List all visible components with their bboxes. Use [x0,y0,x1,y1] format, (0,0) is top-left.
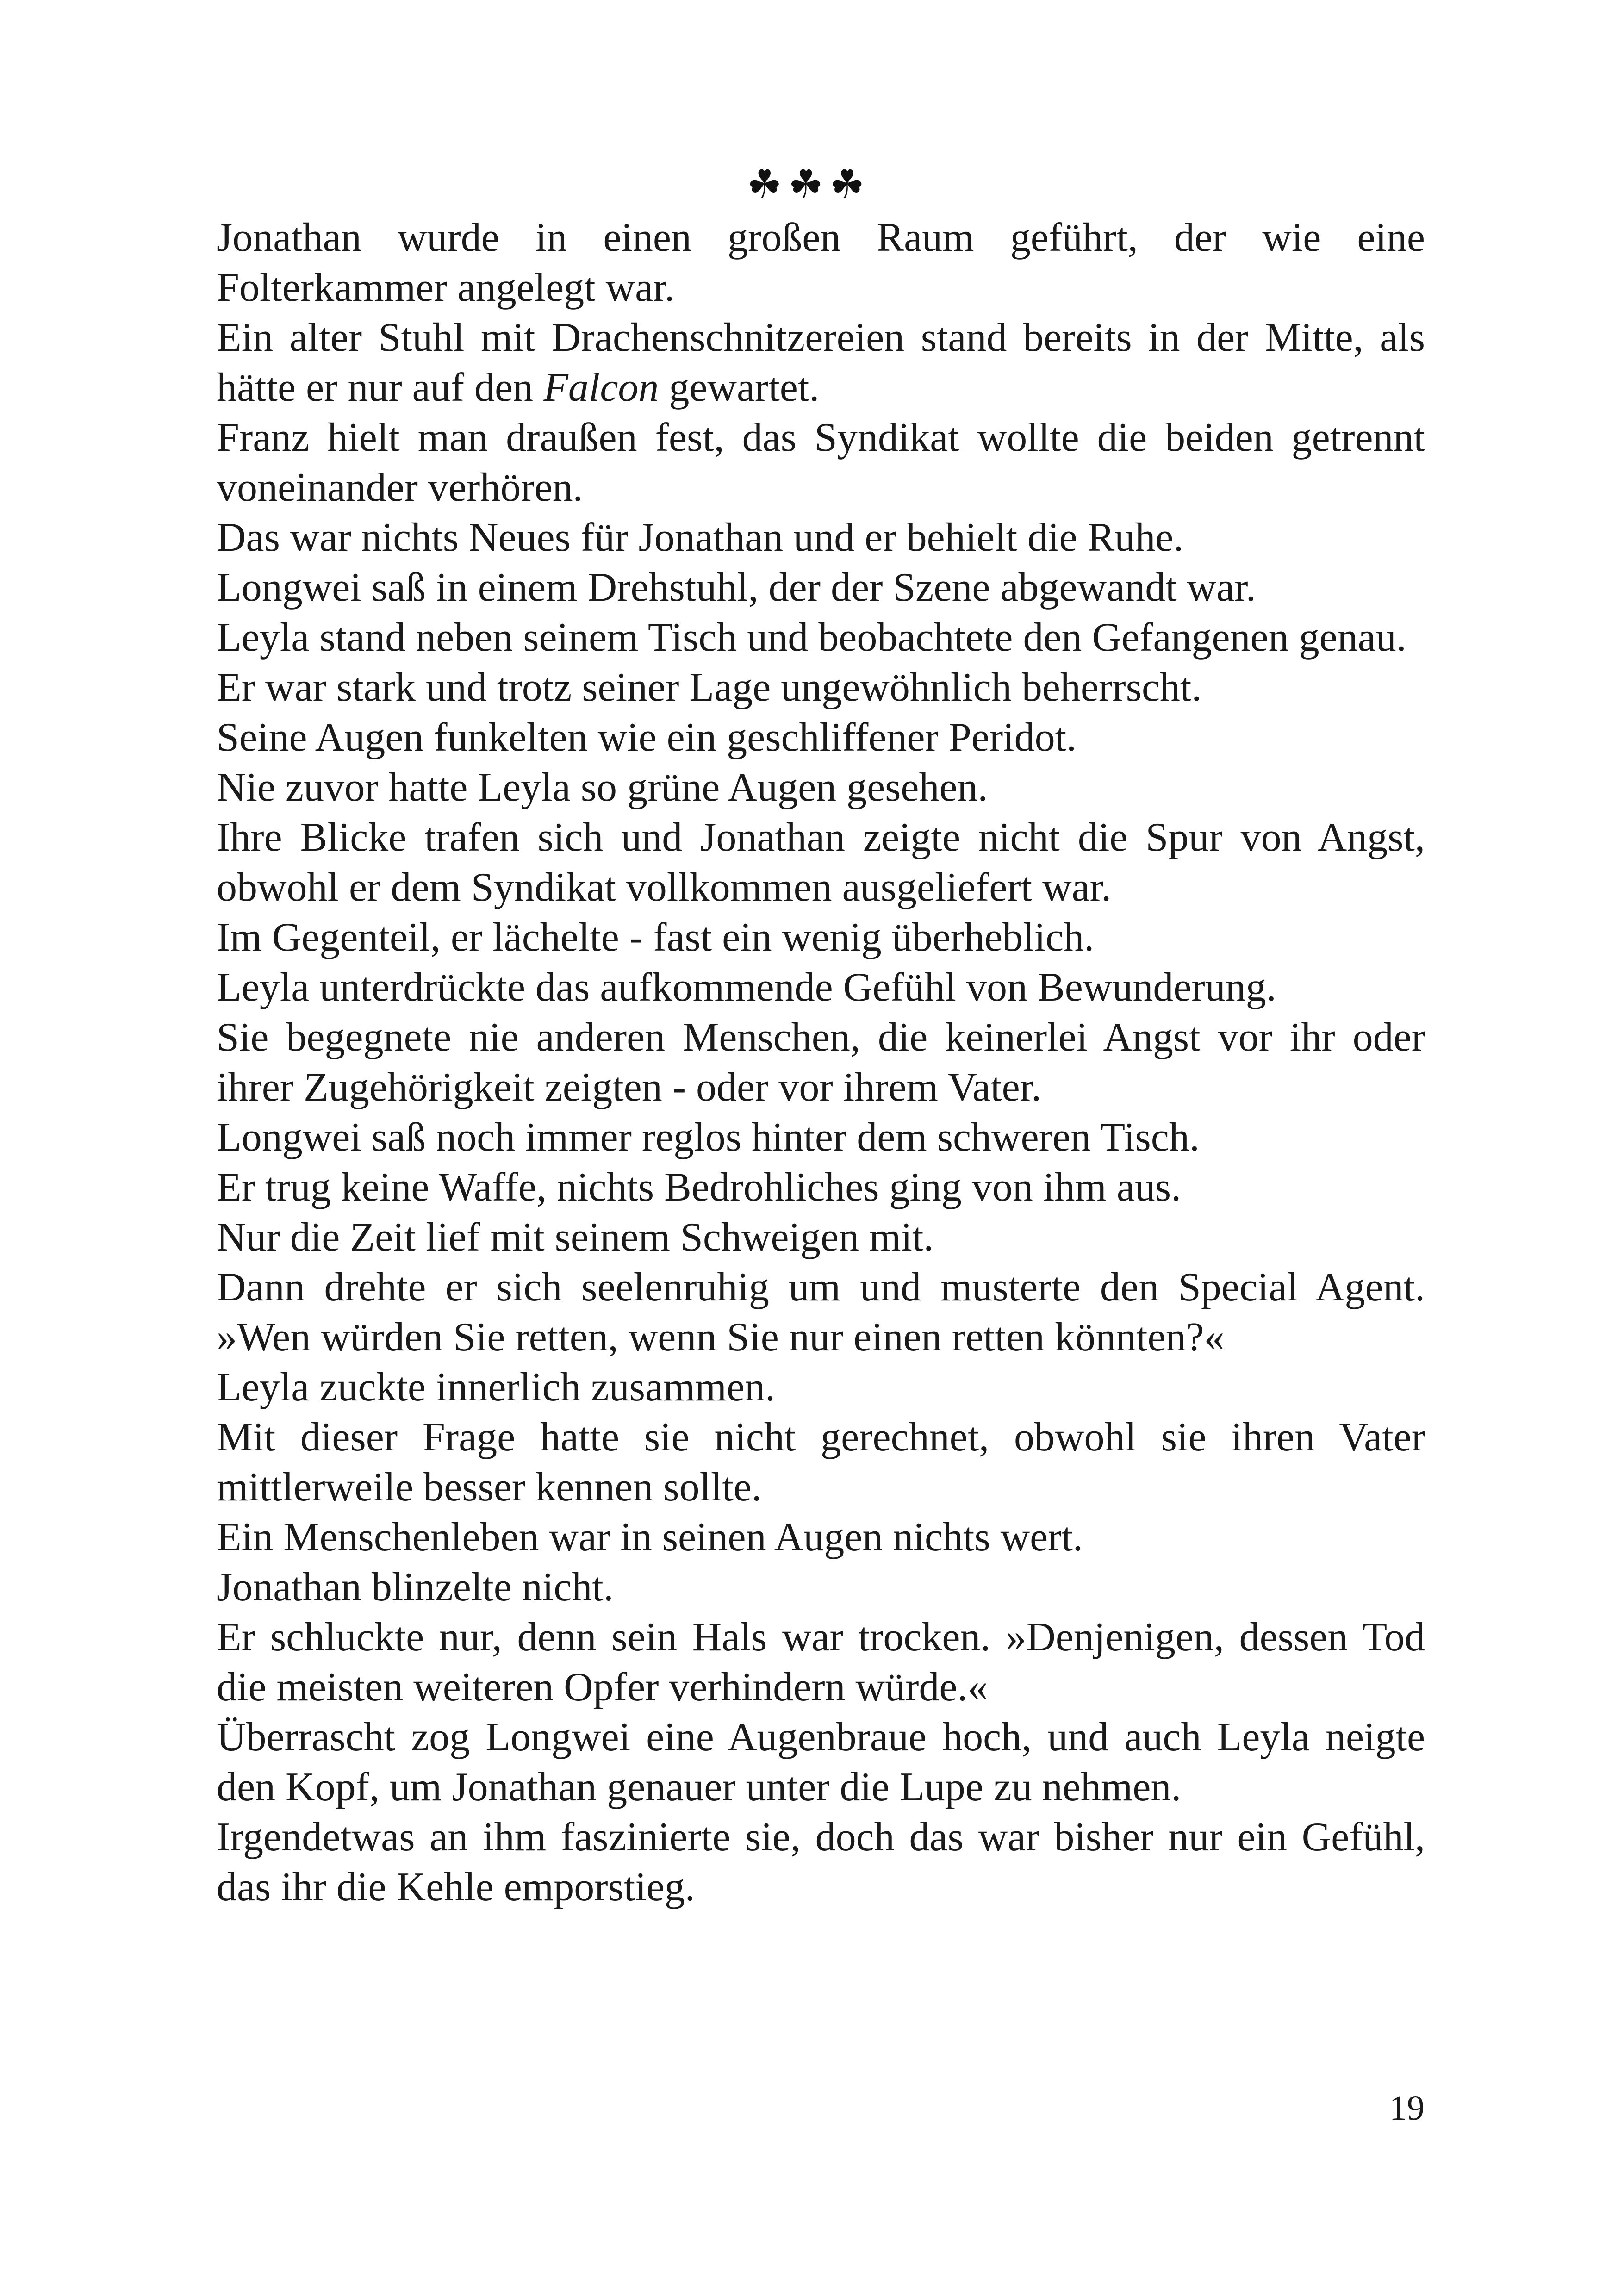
paragraph-text: Franz hielt man draußen fest, das Syndikat wollte die beiden getrennt voneinander verhören. [217,415,1425,510]
paragraph [217,613,1425,663]
paragraph-text: Seine Augen funkelten wie ein geschliffener Peridot. [217,715,1077,760]
paragraph-text: Mit dieser Frage hatte sie nicht gerechnet, obwohl sie ihren Vater mittlerweile besser kennen sollte. [217,1415,1425,1510]
paragraph [217,413,1425,513]
paragraph [217,963,1425,1013]
paragraph-text: Jonathan wurde in einen großen Raum geführt, der wie eine Folterkammer angelegt war. [217,215,1425,310]
paragraph-text: Ihre Blicke trafen sich und Jonathan zeigte nicht die Spur von Angst, obwohl er dem Syndikat vollkommen ausgeliefert war. [217,815,1425,910]
section-break-ornament: ☘☘☘ [747,163,871,206]
italic-name-falcon: Falcon [543,365,659,410]
paragraph-text: Er schluckte nur, denn sein Hals war trocken. »Denjenigen, dessen Tod die meisten weiteren Opfer verhindern würde.« [217,1615,1425,1710]
paragraph [217,1562,1425,1612]
paragraph-text: Ein alter Stuhl mit Drachenschnitzereien stand bereits in der Mitte, als hätte er nur auf den [217,315,1425,410]
paragraph [217,213,1425,313]
paragraph-text: Irgendetwas an ihm faszinierte sie, doch das war bisher nur ein Gefühl, das ihr die Kehle emporstieg. [217,1815,1425,1910]
paragraph [217,1612,1425,1712]
paragraph-text: Ein Menschenleben war in seinen Augen nichts wert. [217,1515,1083,1560]
paragraph-text: Überrascht zog Longwei eine Augenbraue hoch, und auch Leyla neigte den Kopf, um Jonathan genauer unter die Lupe zu nehmen. [217,1715,1425,1810]
paragraph [217,313,1425,413]
paragraph [217,1113,1425,1163]
paragraph [217,1263,1425,1363]
paragraph [217,913,1425,963]
paragraph [217,1512,1425,1562]
paragraph [217,713,1425,763]
paragraph [217,1213,1425,1263]
page-number: 19 [1389,2089,1425,2128]
paragraph-text: Nie zuvor hatte Leyla so grüne Augen gesehen. [217,765,988,810]
paragraph-text: gewartet. [659,365,820,410]
paragraph [217,1712,1425,1812]
paragraph [217,663,1425,713]
paragraph-text: Dann drehte er sich seelenruhig um und musterte den Special Agent. »Wen würden Sie retten, wenn Sie nur einen retten könnten?« [217,1265,1425,1360]
paragraph-text: Leyla unterdrückte das aufkommende Gefühl von Bewunderung. [217,965,1276,1010]
paragraph-text: Nur die Zeit lief mit seinem Schweigen mit. [217,1215,934,1260]
paragraph-text: Im Gegenteil, er lächelte - fast ein wenig überheblich. [217,915,1095,960]
paragraph-text: Sie begegnete nie anderen Menschen, die keinerlei Angst vor ihr oder ihrer Zugehörigkeit zeigten - oder vor ihrem Vater. [217,1015,1425,1110]
paragraph-text: Longwei saß in einem Drehstuhl, der der Szene abgewandt war. [217,565,1256,610]
paragraph [217,1412,1425,1512]
paragraph [217,763,1425,813]
paragraph-text: Leyla stand neben seinem Tisch und beobachtete den Gefangenen genau. [217,615,1406,660]
paragraph [217,1163,1425,1213]
paragraph-text: Er war stark und trotz seiner Lage ungewöhnlich beherrscht. [217,665,1202,710]
body-text [217,213,1425,1912]
paragraph-text: Jonathan blinzelte nicht. [217,1565,614,1610]
paragraph-text: Das war nichts Neues für Jonathan und er behielt die Ruhe. [217,515,1184,560]
paragraph-text: Leyla zuckte innerlich zusammen. [217,1365,776,1410]
paragraph [217,1363,1425,1412]
paragraph-text: Longwei saß noch immer reglos hinter dem schweren Tisch. [217,1115,1200,1160]
paragraph [217,1013,1425,1113]
paragraph-text: Er trug keine Waffe, nichts Bedrohliches ging von ihm aus. [217,1165,1182,1210]
paragraph [217,1812,1425,1912]
paragraph [217,513,1425,563]
paragraph [217,563,1425,613]
paragraph [217,813,1425,913]
